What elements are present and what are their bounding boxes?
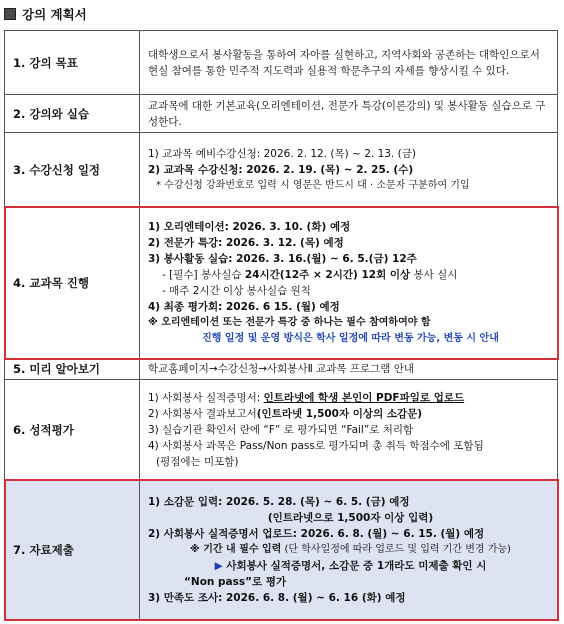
progress-required-hours: 24시간(12주 × 2시간) 12회 이상 [244,268,411,281]
doc-header [4,4,87,24]
submission-warning-result: “Non pass”로 평가 [184,575,287,588]
signup-content [140,133,558,207]
grading-item-2-label: 2) 사회봉사 결과보고서 [148,407,257,420]
progress-content [140,207,558,359]
row-label-submission: 7. 자료제출 [5,480,140,620]
submission-content [140,480,558,620]
progress-note: ※ 오리엔테이션 또는 전문가 특강 중 하나는 필수 참여하여야 함 [148,316,431,328]
table-row [5,480,558,620]
progress-practice: 3) 봉사활동 실습: 2026. 3. 16.(월) ~ 6. 5.(금) 12주 [148,252,417,265]
square-bullet-icon [4,8,16,20]
triangle-right-icon: ▶ [214,559,223,572]
signup-prereg: 1) 교과목 예비수강신청: 2026. 2. 12. (목) ~ 2. 13. (금) [148,147,416,160]
submission-required-detail: (단 학사일정에 따라 업로드 및 입력 기간 변경 가능) [281,543,511,555]
grading-item-1-label: 1) 사회봉사 실적증명서: [148,391,264,404]
row-label-lecture: 2. 강의와 실습 [5,95,140,133]
row-label-preview: 5. 미리 알아보기 [5,359,140,380]
signup-note: * 수강신청 강좌번호로 입력 시 영문은 반드시 대 · 소문자 구분하여 기입 [156,179,470,191]
progress-schedule-note: 진행 일정 및 운영 방식은 학사 일정에 따라 변동 가능, 변동 시 안내 [202,332,499,344]
grading-item-2-detail: (인트라넷 1,500자 이상의 소감문) [256,407,423,420]
grading-item-1-detail: 인트라넷에 학생 본인이 PDF파일로 업로드 [263,391,465,404]
progress-required-suffix: 봉사 실시 [410,268,458,281]
progress-required-prefix: - [필수] 봉사실습 [162,268,245,281]
grading-item-3: 3) 실습기관 확인서 란에 “F” 로 평가되면 “Fail”로 처리함 [148,423,414,436]
submission-essay-note: (인트라넷으로 1,500자 이상 입력) [267,511,434,524]
progress-final: 4) 최종 평가회: 2026. 6 15. (월) 예정 [148,300,340,313]
lecture-text: 교과목에 대한 기본교육(오리엔테이션, 전문가 특강(이론강의) 및 봉사활동 실습으로 구성한다. [140,95,558,133]
table-row [5,380,558,480]
submission-survey: 3) 만족도 조사: 2026. 6. 8. (월) ~ 6. 16 (화) 예정 [148,591,406,604]
grading-item-4: 4) 사회봉사 과목은 Pass/Non pass로 평가되며 총 취득 학점수에 포함됨 [148,439,484,452]
row-label-grading: 6. 성적평가 [5,380,140,480]
preview-text: 학교홈페이지→수강신청→사회봉사Ⅱ 교과목 프로그램 안내 [140,359,558,380]
submission-required-note [148,542,553,558]
goal-text: 대학생으로서 봉사활동을 통하여 자아를 실현하고, 지역사회와 공존하는 대학인으로서 현실 참여를 통한 민주적 지도력과 실용적 학문추구의 자세를 향상시킬 수 있다. [140,31,558,95]
progress-weekly: - 매주 2시간 이상 봉사실습 원칙 [162,284,311,297]
row-label-goal: 1. 강의 목표 [5,31,140,95]
submission-certificate: 2) 사회봉사 실적증명서 업로드: 2026. 6. 8. (월) ~ 6. 15. (월) 예정 [148,527,485,540]
submission-essay: 1) 소감문 입력: 2026. 5. 28. (목) ~ 6. 5. (금) 예정 [148,495,410,508]
progress-orientation: 1) 오리엔테이션: 2026. 3. 10. (화) 예정 [148,220,351,233]
grading-content [140,380,558,480]
table-row [5,207,558,359]
submission-warning [148,558,553,574]
submission-required-label: ※ 기간 내 필수 입력 [190,543,282,555]
row-label-signup: 3. 수강신청 일정 [5,133,140,207]
progress-required [148,267,553,283]
signup-reg: 2) 교과목 수강신청: 2026. 2. 19. (목) ~ 2. 25. (수) [148,163,414,176]
syllabus-table [4,30,558,620]
table-row [5,133,558,207]
row-label-progress: 4. 교과목 진행 [5,207,140,359]
table-row [5,95,558,133]
table-row [5,31,558,95]
doc-title: 강의 계획서 [22,7,87,22]
progress-lecture: 2) 전문가 특강: 2026. 3. 12. (목) 예정 [148,236,344,249]
grading-item-2 [148,406,553,422]
grading-item-1 [148,390,553,406]
submission-warning-text: 사회봉사 실적증명서, 소감문 중 1개라도 미제출 확인 시 [226,559,487,572]
table-row [5,359,558,380]
grading-item-4-note: (평점에는 미포함) [156,455,239,468]
